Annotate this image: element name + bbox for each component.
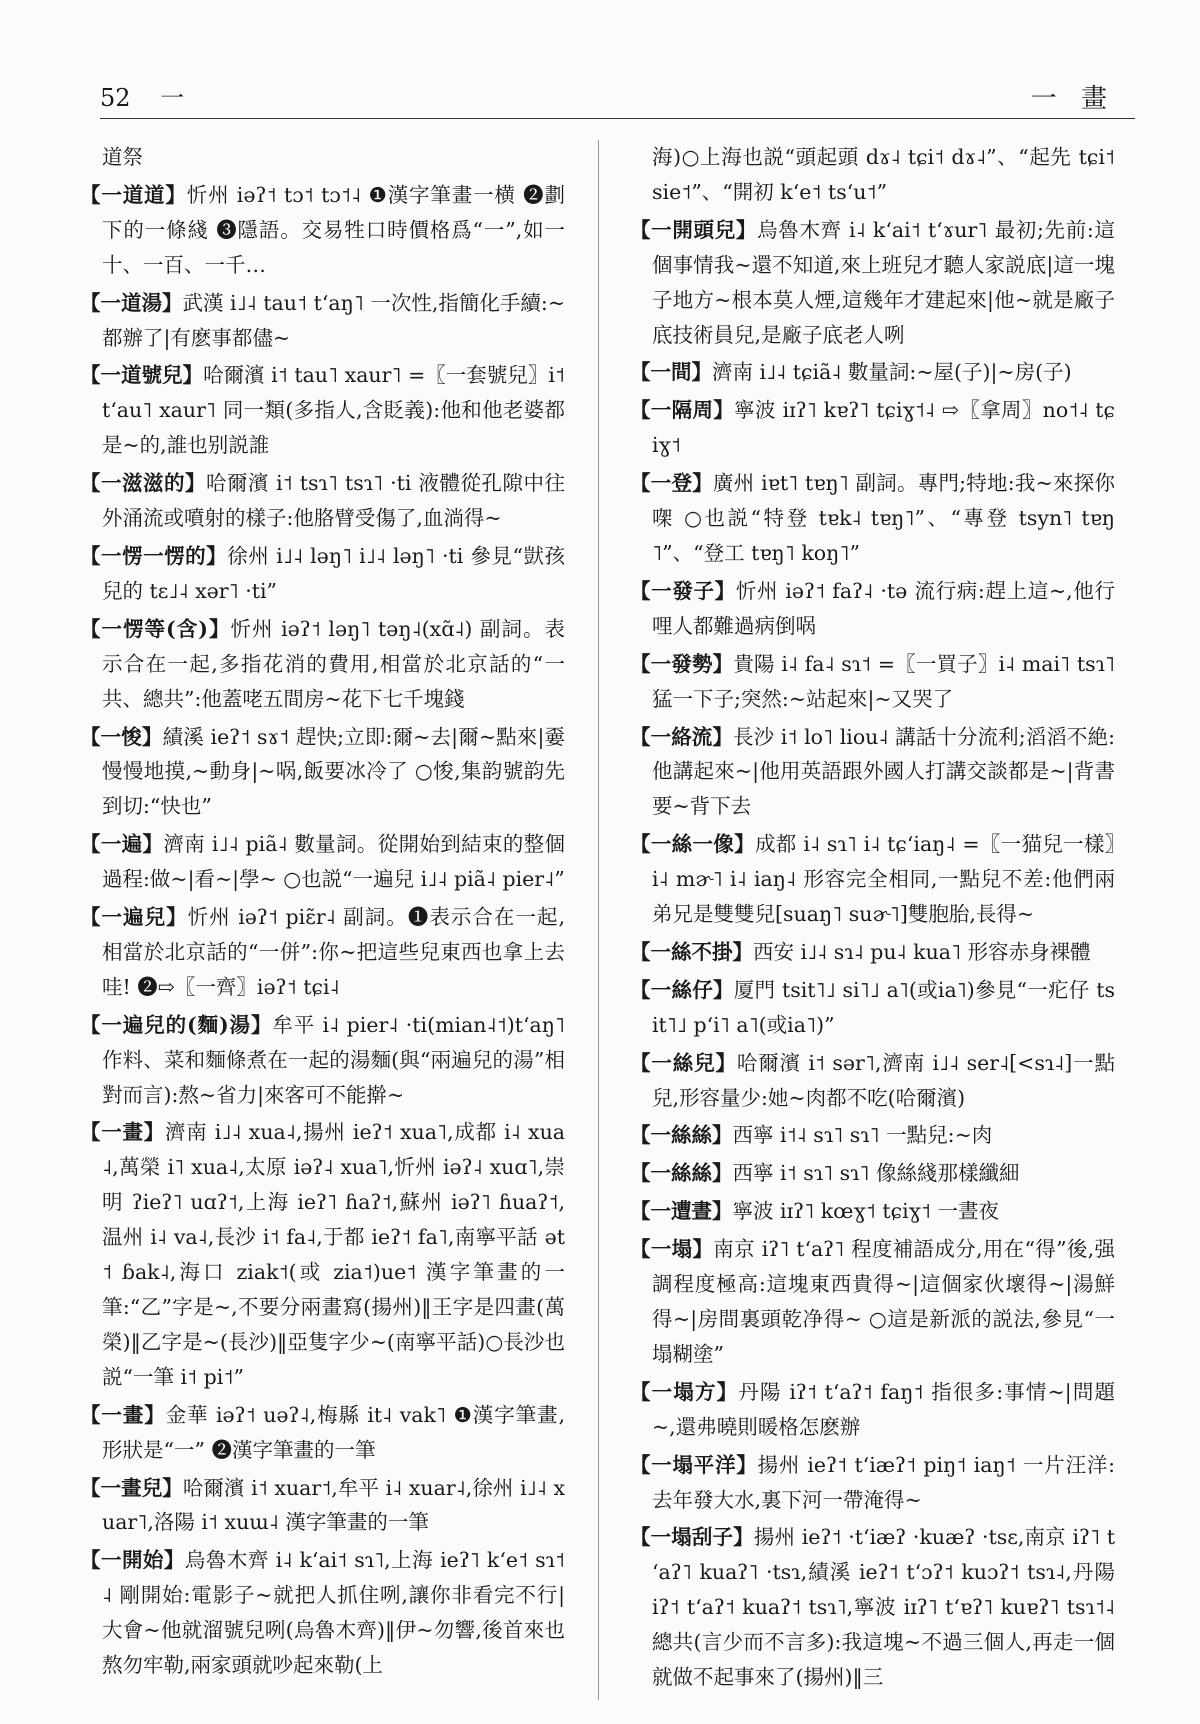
- dictionary-entry: [630, 1156, 1115, 1191]
- dictionary-entry: [630, 720, 1115, 825]
- entry-headword: 【一開頭兒】: [630, 217, 758, 242]
- entry-headword: 【一塌方】: [630, 1379, 739, 1404]
- dictionary-entry: [630, 213, 1115, 353]
- entry-headword: 【一絲絲】: [630, 1161, 733, 1186]
- dictionary-entry: [630, 1375, 1115, 1445]
- dictionary-entry: [80, 1543, 565, 1683]
- running-title: 一 畫: [1030, 84, 1115, 114]
- entry-text: 金華 iəʔ˦ uəʔ˨,梅縣 it˨ vak˥ ❶漢字筆畫,形狀是“一” ❷漢字筆畫的一筆: [102, 1402, 565, 1462]
- entry-continuation: [80, 140, 565, 175]
- entry-headword: 【一愣一愣的】: [80, 543, 228, 568]
- entry-text: 長沙 i˦ lo˥ liou˨ 講話十分流利;滔滔不絶:他講起來~|他用英語跟外國人打講交談都是~|背書要~背下去: [652, 724, 1115, 819]
- entry-headword: 【一塌刮子】: [630, 1525, 754, 1550]
- entry-text: 哈爾濱 i˦ xuar˦,牟平 i˨ xuar˨,徐州 i˩˨ xuar˥,洛陽 i˦ xuɯ˨ 漢字筆畫的一筆: [102, 1475, 566, 1535]
- page-number: [100, 78, 184, 113]
- entry-headword: 【一間】: [630, 360, 712, 385]
- header-rule: [100, 118, 1135, 119]
- dictionary-entry: [630, 973, 1115, 1043]
- dictionary-entry: [630, 1520, 1115, 1695]
- entry-headword: 【一遍兒的(麵)湯】: [80, 1012, 273, 1037]
- entry-text: 廣州 iɐt˥ tɐŋ˥ 副詞。專門;特地:我~來探你㗎 ○也説“特登 tɐk˨ tɐŋ˥”、“專登 tsyn˥ tɐŋ˥”、“登工 tɐŋ˥ koŋ˥”: [652, 471, 1116, 565]
- entry-text: 濟南 i˩˨ tɕiã˨ 數量詞:~屋(子)|~房(子): [712, 360, 1072, 385]
- entry-text: 忻州 iəʔ˦ piɛ̃r˨ 副詞。❶表示合在一起,相當於北京話的“一併”:你~把這些兒東西也拿上去哇! ❷⇨〖一齊〗iəʔ˦ tɕi˨: [102, 905, 566, 999]
- entry-headword: 【一絲兒】: [630, 1050, 737, 1075]
- dictionary-entry: [80, 286, 565, 356]
- right-column: [630, 140, 1115, 1698]
- entry-text: 烏魯木齊 i˨ kʻai˦ sɿ˥,上海 ieʔ˥ kʻe˦ sɿ˦˨ 剛開始:電影子~就把人抓住咧,讓你非看完不行|大會~他就溜號兒咧(烏魯木齊)‖伊~勿響,後首來也熬勿牢勒,兩家頭就吵起來勒(上: [102, 1548, 565, 1678]
- entry-text: 武漢 i˩˨ tau˦ tʻaŋ˥ 一次性,指簡化手續:~都辦了|有麽事都儘~: [102, 290, 566, 350]
- page-number-text: 52: [100, 84, 131, 112]
- entry-headword: 【一絲絲】: [630, 1123, 733, 1148]
- entry-text: 忻州 iəʔ˦ tɔ˦ tɔ˦˨ ❶漢字筆畫一横 ❷劃下的一條綫 ❸隱語。交易牲口時價格爲“一”,如一十、一百、一千…: [102, 182, 565, 277]
- dictionary-entry: [80, 900, 565, 1005]
- dictionary-entry: [630, 1448, 1115, 1518]
- entry-headword: 【一發子】: [630, 578, 736, 603]
- entry-text: 濟南 i˩˨ piã˨ 數量詞。從開始到結束的整個過程:做~|看~|學~ ○也説“一遍兒 i˩˨ piã˨ pier˨”: [102, 832, 566, 892]
- entry-text: 烏魯木齊 i˨ kʻai˦ tʻɤur˥ 最初;先前:這個事情我~還不知道,來上班兒才聽人家説底|這一塊子地方~根本莫人煙,這幾年才建起來|他~就是廠子底技術員兒,是廠子底老人咧: [652, 217, 1115, 347]
- entry-headword: 【一遍】: [80, 832, 164, 857]
- entry-headword: 【一畫】: [80, 1120, 165, 1145]
- entry-headword: 【一絲仔】: [630, 977, 734, 1002]
- entry-text: 績溪 ieʔ˦ sɤ˦ 趕快;立即:爾~去|爾~點來|嫑慢慢地摸,~動身|~㖞,飯要冰冷了 ○悛,集韵號韵先到切:“快也”: [102, 724, 566, 819]
- dictionary-entry: [80, 612, 565, 717]
- dictionary-entry: [630, 827, 1115, 932]
- entry-text: 寧波 iɪʔ˥ kɐʔ˥ tɕiɣ˦˨ ⇨〖拿周〗no˦˨ tɕiɣ˦: [652, 398, 1115, 458]
- entry-text: 厦門 tsit˥˩ si˥˩ a˥(或ia˥)參見“一疕仔 tsit˥˩ pʻi˥ a˥(或ia˥)”: [652, 977, 1116, 1037]
- dictionary-entry: [80, 466, 565, 536]
- entry-headword: 【一開始】: [80, 1548, 185, 1573]
- entry-headword: 【一滋滋的】: [80, 471, 207, 496]
- entry-headword: 【一登】: [630, 471, 713, 496]
- entry-text: 揚州 ieʔ˦ tʻiæʔ˦ piŋ˦ iaŋ˦ 一片汪洋:去年發大水,裏下河一帶淹得~: [652, 1452, 1115, 1512]
- dictionary-entry: [630, 466, 1115, 571]
- dictionary-entry: [630, 647, 1115, 717]
- dictionary-entry: [80, 358, 565, 463]
- dictionary-entry: [630, 1118, 1115, 1153]
- entry-headword: 【一絡流】: [630, 724, 733, 749]
- dictionary-entry: [630, 393, 1115, 463]
- entry-text: 忻州 iəʔ˦ faʔ˨ ·tə 流行病:趕上這~,他行哩人都難過病倒㖞: [652, 578, 1115, 638]
- dictionary-entry: [630, 355, 1115, 390]
- page-header: [100, 78, 1135, 118]
- entry-text: 道祭: [102, 145, 143, 169]
- dictionary-entry: [630, 935, 1115, 970]
- dictionary-entry: [80, 539, 565, 609]
- entry-headword: 【一遍兒】: [80, 905, 188, 930]
- entry-headword: 【一道號兒】: [80, 363, 204, 388]
- left-column: [80, 140, 565, 1686]
- entry-text: 揚州 ieʔ˦ ·tʻiæʔ ·kuæʔ ·tsɛ,南京 iʔ˥ tʻaʔ˥ kuaʔ˥ ·tsɿ,績溪 ieʔ˦ tʻɔʔ˦ kuɔʔ˦ tsɿ˨,丹陽 iʔ˦ tʻaʔ˦ kuaʔ˦ tsɿ˥,寧波 iɪʔ˥ tʻɐʔ˥ kuɐʔ˥ tsɿ˦˨ 總共(言少而不言多):我這塊~不過三個人,再走一個就做不起事來了(揚州)‖三: [652, 1525, 1116, 1690]
- entry-text: 成都 i˨ sɿ˥ i˨ tɕʻiaŋ˨ =〖一猫兒一樣〗i˨ mɚ˥ i˨ iaŋ˨ 形容完全相同,一點兒不差:他們兩弟兄是雙雙兒[suaŋ˥ suɚ˥]雙胞胎,長得~: [652, 832, 1116, 927]
- dictionary-entry: [630, 574, 1115, 644]
- dictionary-entry: [80, 1115, 565, 1394]
- entry-text: 貴陽 i˨ fa˨ sɿ˦ =〖一買子〗i˨ mai˥ tsɿ˥ 猛一下子;突然:~站起來|~又哭了: [652, 651, 1115, 711]
- entry-headword: 【一塌】: [630, 1237, 714, 1262]
- page-section-char: 一: [160, 84, 185, 112]
- entry-text: 寧波 iɪʔ˥ kœɣ˦ tɕiɣ˦ 一晝夜: [732, 1199, 1000, 1224]
- entry-headword: 【一發勢】: [630, 651, 734, 676]
- entry-text: 南京 iʔ˥ tʻaʔ˥ 程度補語成分,用在“得”後,强調程度極高:這塊東西貴得~|這個家伙壞得~|湯鮮得~|房間裏頭乾净得~ ○這是新派的説法,參見“一塌糊塗”: [652, 1237, 1116, 1366]
- entry-headword: 【一遭晝】: [630, 1199, 733, 1224]
- entry-text: 牟平 i˨ pier˨ ·ti(mian˨˦)tʻaŋ˥ 作料、菜和麵條煮在一起的湯麵(與“兩遍兒的湯”相對而言):熬~省力|來客可不能擀~: [102, 1012, 566, 1107]
- entry-text: 海)○上海也説“頭起頭 dɤ˨ tɕi˦ dɤ˨”、“起先 tɕi˦ sie˦”、“開初 kʻe˦ tsʻu˦”: [652, 145, 1115, 204]
- entry-text: 丹陽 iʔ˦ tʻaʔ˦ faŋ˦ 指很多:事情~|問題~,還弗曉則暖格怎麽辦: [652, 1379, 1115, 1439]
- entry-text: 徐州 i˩˨ ləŋ˥ i˩˨ ləŋ˥ ·ti 參見“獃孩兒的 tɛ˩˨ xər˥ ·ti”: [102, 543, 565, 603]
- dictionary-entry: [630, 1194, 1115, 1229]
- entry-headword: 【一道道】: [80, 182, 187, 207]
- entry-continuation: [630, 140, 1115, 210]
- dictionary-entry: [80, 720, 565, 825]
- dictionary-entry: [630, 1046, 1115, 1116]
- dictionary-entry: [80, 827, 565, 897]
- entry-headword: 【一畫兒】: [80, 1475, 183, 1500]
- entry-text: 哈爾濱 i˦ sər˥,濟南 i˩˨ ser˨[<sɿ˨]一點兒,形容量少:她~肉都不吃(哈爾濱): [652, 1050, 1115, 1110]
- entry-headword: 【一絲一像】: [630, 832, 755, 857]
- column-divider: [598, 140, 599, 1700]
- entry-headword: 【一愣等(含)】: [80, 616, 231, 641]
- entry-text: 忻州 iəʔ˦ ləŋ˥ təŋ˨(xɑ̃˨) 副詞。表示合在一起,多指花消的費用,相當於北京話的“一共、總共”:他蓋咾五間房~花下七千塊錢: [102, 616, 565, 711]
- entry-headword: 【一悛】: [80, 724, 163, 749]
- entry-text: 哈爾濱 i˦ tsɿ˥ tsɿ˥ ·ti 液體從孔隙中往外涌流或噴射的樣子:他胳臂受傷了,血淌得~: [102, 471, 565, 531]
- entry-headword: 【一畫】: [80, 1402, 166, 1427]
- dictionary-entry: [630, 1232, 1115, 1372]
- entry-text: 濟南 i˩˨ xua˨,揚州 ieʔ˦ xua˥,成都 i˨ xua˨,萬榮 i˥ xua˨,太原 iəʔ˨ xua˥,忻州 iəʔ˨ xuɑ˥,崇明 ʔieʔ˥ uɑʔ˦,上海 ieʔ˥ ɦaʔ˦,蘇州 iəʔ˥ ɦuaʔ˦,温州 i˨ va˨,長沙 i˦ fa˨,于都 ieʔ˦ fa˥,南寧平話 ət˦ ɓak˨,海口 ziak˦(或 zia˦)ue˦ 漢字筆畫的一筆:“乙”字是~,不要分兩畫寫(揚州)‖王字是四畫(萬榮)‖乙字是~(長沙)‖亞隻字少~(南寧平話)○長沙也説“一筆 i˦ pi˦”: [102, 1120, 566, 1389]
- entry-text: 哈爾濱 i˦ tau˥ xaur˥ =〖一套號兒〗i˦ tʻau˥ xaur˥ 同一類(多指人,含貶義):他和他老婆都是~的,誰也别説誰: [102, 363, 565, 458]
- entry-headword: 【一道湯】: [80, 290, 183, 315]
- entry-text: 西寧 i˦˨ sɿ˥ sɿ˥ 一點兒:~肉: [732, 1123, 993, 1148]
- entry-text: 西寧 i˦ sɿ˥ sɿ˥ 像絲綫那樣纖細: [732, 1161, 1020, 1186]
- entry-headword: 【一塌平洋】: [630, 1452, 758, 1477]
- dictionary-entry: [80, 178, 565, 283]
- dictionary-entry: [80, 1008, 565, 1113]
- entry-headword: 【一隔周】: [630, 398, 735, 423]
- entry-text: 西安 i˩˨ sɿ˨ pu˨ kua˥ 形容赤身裸體: [753, 939, 1091, 964]
- entry-headword: 【一絲不掛】: [630, 939, 753, 964]
- dictionary-entry: [80, 1471, 565, 1541]
- dictionary-entry: [80, 1398, 565, 1468]
